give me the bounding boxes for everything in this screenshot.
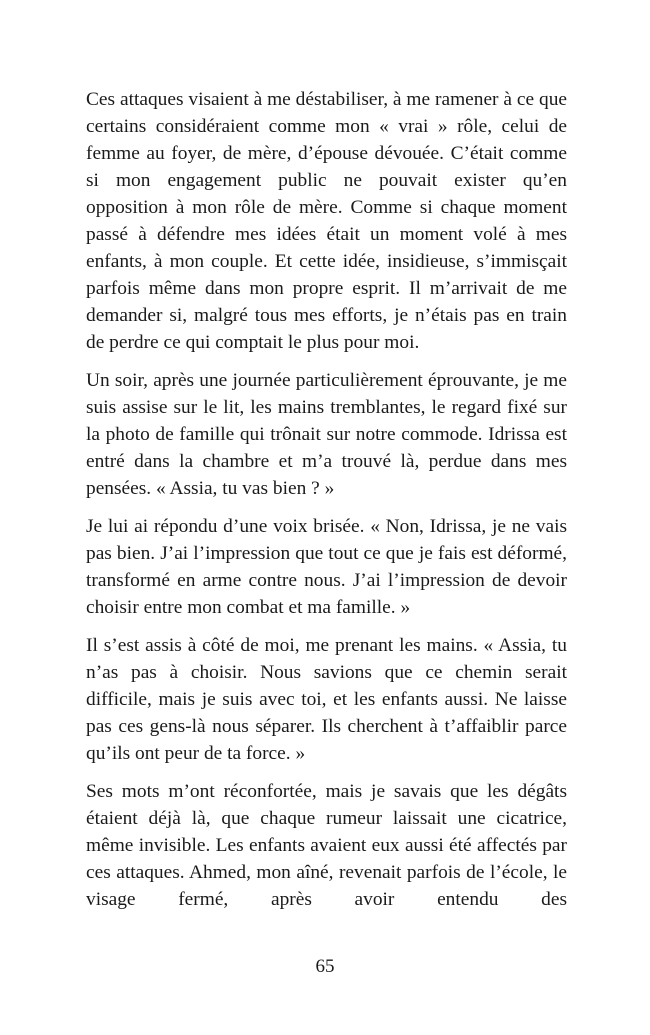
paragraph: Il s’est assis à côté de moi, me prenant les mains. « Assia, tu n’as pas à choisir. Nous savions que ce chemin serait difficile, mais je suis avec toi, et les enfants aussi. Ne laisse pas ces gens-là nous séparer. Ils cherchent à t’affaiblir parce qu’ils ont peur de ta force. »: [86, 635, 567, 764]
paragraph: Un soir, après une journée particulièrement éprouvante, je me suis assise sur le lit, les mains tremblantes, le regard fixé sur la photo de famille qui trônait sur notre commode. Idrissa est entré dans la chambre et m’a trouvé là, perdue dans mes pensées. « Assia, tu vas bien ? »: [86, 370, 567, 499]
page-number: 65: [315, 956, 335, 977]
paragraph: Je lui ai répondu d’une voix brisée. « Non, Idrissa, je ne vais pas bien. J’ai l’impression que tout ce que je fais est déformé, transformé en arme contre nous. J’ai l’impression de devoir choisir entre mon combat et ma famille. »: [86, 516, 567, 618]
body-text: [86, 86, 567, 924]
paragraph: Ces attaques visaient à me déstabiliser, à me ramener à ce que certains considéraient comme mon « vrai » rôle, celui de femme au foyer, de mère, d’épouse dévouée. C’était comme si mon engagement public ne pouvait exister qu’en opposition à mon rôle de mère. Comme si chaque moment passé à défendre mes idées était un moment volé à mes enfants, à mon couple. Et cette idée, insidieuse, s’immisçait parfois même dans mon propre esprit. Il m’arrivait de me demander si, malgré tous mes efforts, je n’étais pas en train de perdre ce qui comptait le plus pour moi.: [86, 89, 567, 353]
paragraph-continued: Ses mots m’ont réconfortée, mais je savais que les dégâts étaient déjà là, que chaque rumeur laissait une cicatrice, même invisible. Les enfants avaient eux aussi été affectés par ces attaques. Ahmed, mon aîné, revenait parfois de l’école, le visage fermé, après avoir entendu des: [86, 781, 567, 910]
